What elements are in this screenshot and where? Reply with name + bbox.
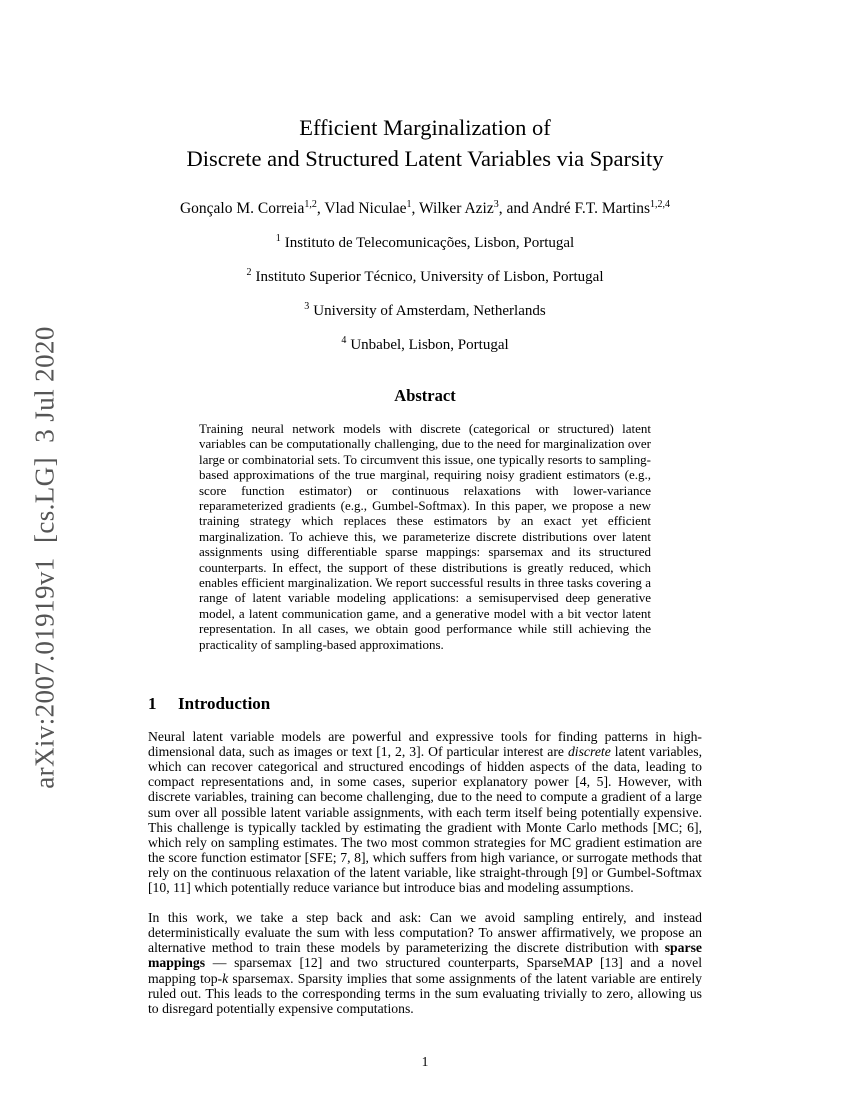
affiliation-number: 4 <box>341 335 347 346</box>
paper-title <box>148 112 702 174</box>
paragraph-text: latent variables, which can recover categorical and structured encodings of hidden aspects of the data, leading to compact representations and, in some cases, superior explanatory power [4, 5]. However, with discrete variables, training can become challenging, due to the need to compute a gradient of a large sum over all possible latent variable assignments, with each term itself being potentially expensive. This challenge is typically tackled by estimating the gradient with Monte Carlo methods [MC; 6], which rely on sampling estimates. The two most common strategies for MC gradient estimation are the score function estimator [SFE; 7, 8], which suffers from high variance, or surrogate methods that rely on the continuous relaxation of the latent variable, like straight-through [9] or Gumbel-Softmax [10, 11] which potentially reduce variance but introduce bias and modeling assumptions. <box>148 744 702 896</box>
author-name: André F.T. Martins <box>531 200 651 217</box>
abstract-text: Training neural network models with discrete (categorical or structured) latent variables can be computationally challenging, due to the need for marginalization over large or combinatorial sets. To circumvent this issue, one typically resorts to sampling-based approximations of the true marginal, requiring noisy gradient estimators (e.g., score function estimator) or continuous relaxations with lower-variance reparameterized gradients (e.g., Gumbel-Softmax). In this paper, we propose a new training strategy which replaces these estimators by an exact yet efficient marginalization. To achieve this, we parameterize discrete distributions over latent assignments using differentiable sparse mappings: sparsemax and its structured counterparts. In effect, the support of these distributions is greatly reduced, which enables efficient marginalization. We report successful results in three tasks covering a range of latent variable modeling applications: a semisupervised deep generative model, a latent communication game, and a generative model with a bit vector latent representation. In all cases, we obtain good performance while still achieving the practicality of sampling-based approximations. <box>199 421 651 652</box>
page-number: 1 <box>421 1054 429 1069</box>
author-1 <box>317 200 412 217</box>
section-title: Introduction <box>178 694 271 714</box>
affiliation-text: Instituto de Telecomunicações, Lisbon, Portugal <box>284 235 575 251</box>
paper-title-line1: Efficient Marginalization of <box>299 115 551 140</box>
author-0 <box>180 200 317 217</box>
arxiv-watermark: arXiv:2007.01919v1 [cs.LG] 3 Jul 2020 <box>29 326 60 789</box>
author-affiliation-superscript: 1,2 <box>304 198 317 210</box>
author-separator: , <box>411 200 420 217</box>
author-name: Gonçalo M. Correia <box>179 200 305 217</box>
abstract-heading: Abstract <box>394 386 456 405</box>
affiliation-text: University of Amsterdam, Netherlands <box>313 303 546 319</box>
paragraph-text: In this work, we take a step back and ask: Can we avoid sampling entirely, and instead deterministically evaluate the sum with less computation? To answer affirmatively, we propose an alternative method to train these models by parameterizing the discrete distribution with <box>148 910 702 956</box>
paragraph-text: Neural latent variable models are powerful and expressive tools for finding patterns in high-dimensional data, such as images or text [1, 2, 3]. Of particular interest are <box>148 729 702 760</box>
paragraph-text: sparsemax. Sparsity implies that some assignments of the latent variable are entirely ruled out. This leads to the corresponding terms in the sum evaluating trivially to zero, allowing us to disregard potentially expensive computations. <box>148 970 702 1016</box>
author-3 <box>499 200 670 217</box>
paper-title-line2: Discrete and Structured Latent Variables via Sparsity <box>186 146 664 171</box>
author-name: Wilker Aziz <box>419 200 494 217</box>
intro-paragraph-1 <box>148 729 702 895</box>
section-number: 1 <box>148 694 157 714</box>
author-separator: , <box>316 200 325 217</box>
authors-line <box>148 200 702 218</box>
intro-paragraph-2 <box>148 910 702 1016</box>
affiliation-line-2 <box>148 269 702 286</box>
affiliation-number: 1 <box>275 233 281 244</box>
author-affiliation-superscript: 3 <box>493 198 499 210</box>
affiliation-number: 3 <box>304 301 310 312</box>
affiliation-number: 2 <box>246 267 252 278</box>
author-2 <box>412 200 499 217</box>
affiliation-line-3 <box>148 303 702 320</box>
author-name: Vlad Niculae <box>324 200 407 217</box>
affiliation-line-4 <box>148 337 702 354</box>
paragraph-text-italic: discrete <box>567 744 611 760</box>
paragraph-text-bold: sparse mappings <box>148 940 702 971</box>
paragraph-text: — sparsemax [12] and two structured counterparts, SparseMAP [13] and a novel mapping top- <box>148 955 702 986</box>
paper-content <box>148 0 702 1016</box>
affiliation-text: Unbabel, Lisbon, Portugal <box>350 337 509 353</box>
affiliation-line-1 <box>148 235 702 252</box>
author-affiliation-superscript: 1,2,4 <box>650 198 671 210</box>
affiliation-text: Instituto Superior Técnico, University of Lisbon, Portugal <box>255 269 604 285</box>
author-separator: , and <box>498 200 532 217</box>
author-affiliation-superscript: 1 <box>406 198 412 210</box>
section-1-heading <box>148 694 702 714</box>
paragraph-text-italic: k <box>222 970 229 986</box>
